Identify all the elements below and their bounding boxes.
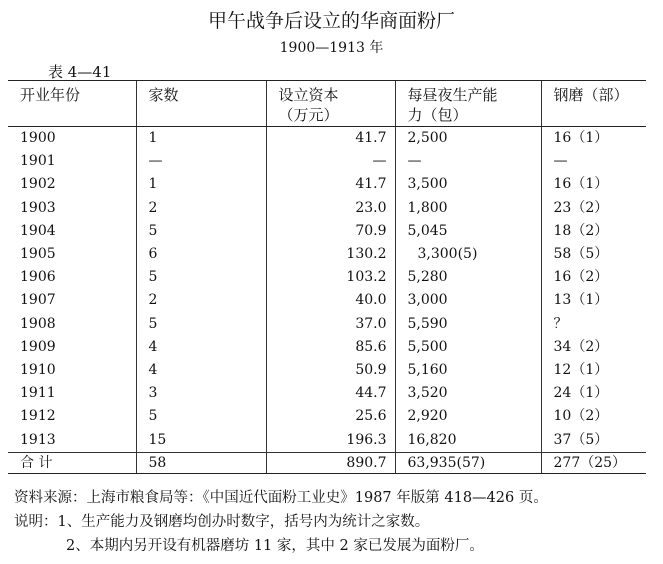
- table-row: [8, 266, 646, 289]
- cell-capacity: 5,045: [395, 220, 541, 243]
- cell-capacity: 5,280: [395, 266, 541, 289]
- table-row: [8, 382, 646, 405]
- cell-capacity: 1,800: [395, 197, 541, 220]
- table-row: [8, 243, 646, 266]
- cell-capital: 23.0: [266, 197, 395, 220]
- table-row: [8, 405, 646, 428]
- cell-count: 4: [136, 336, 266, 359]
- cell-capacity: 3,500: [395, 173, 541, 196]
- cell-count: 1: [136, 173, 266, 196]
- cell-capacity: 5,590: [395, 313, 541, 336]
- cell-count: 5: [136, 405, 266, 428]
- cell-mills: 23（2）: [541, 197, 646, 220]
- cell-count: 6: [136, 243, 266, 266]
- cell-count: 2: [136, 197, 266, 220]
- cell-mills: 12（1）: [541, 359, 646, 382]
- cell-mills: 16（1）: [541, 127, 646, 151]
- cell-capital: 37.0: [266, 313, 395, 336]
- cell-mills: 18（2）: [541, 220, 646, 243]
- cell-year: 1910: [20, 362, 56, 379]
- cell-capital: 85.6: [266, 336, 395, 359]
- cell-capital: 25.6: [266, 405, 395, 428]
- cell-capacity: 3,520: [395, 382, 541, 405]
- table-row: [8, 336, 646, 359]
- cell-capital: 40.0: [266, 289, 395, 312]
- table-row: [8, 313, 646, 336]
- cell-capital: 41.7: [266, 127, 395, 151]
- cell-mills: ？: [541, 313, 646, 336]
- cell-capacity: 63,935(57): [395, 452, 541, 473]
- cell-mills: 13（1）: [541, 289, 646, 312]
- cell-year: 合 计: [8, 452, 136, 473]
- cell-count: 4: [136, 359, 266, 382]
- cell-year: 1905: [20, 246, 56, 263]
- cell-capital: 44.7: [266, 382, 395, 405]
- cell-mills: 10（2）: [541, 405, 646, 428]
- source-note: 资料来源：上海市粮食局等：《中国近代面粉工业史》1987 年版第 418—426 页。: [14, 490, 548, 506]
- cell-mills: —: [541, 150, 646, 173]
- page-subtitle: 1900—1913 年: [279, 40, 384, 56]
- cell-mills: 37（5）: [541, 429, 646, 453]
- cell-capital: 130.2: [266, 243, 395, 266]
- cell-mills: 34（2）: [541, 336, 646, 359]
- cell-capacity: 3,300(5): [395, 243, 541, 266]
- cell-mills: 16（2）: [541, 266, 646, 289]
- cell-count: 5: [136, 313, 266, 336]
- page-title: 甲午战争后设立的华商面粉厂: [207, 10, 455, 32]
- cell-capacity: 5,160: [395, 359, 541, 382]
- cell-count: 2: [136, 289, 266, 312]
- cell-year: 1911: [20, 385, 56, 402]
- header-capacity: 每昼夜生产能 力（包）: [395, 81, 541, 127]
- cell-year: 1906: [20, 269, 56, 286]
- cell-capital: 103.2: [266, 266, 395, 289]
- cell-count: 58: [136, 452, 266, 473]
- cell-year: 1908: [20, 315, 56, 332]
- cell-capital: 41.7: [266, 173, 395, 196]
- table-row: [8, 150, 646, 173]
- cell-year: 1902: [20, 176, 56, 193]
- table-row: [8, 289, 646, 312]
- header-capital: 设立资本 （万元）: [266, 81, 395, 127]
- cell-capacity: —: [395, 150, 541, 173]
- cell-capital: 70.9: [266, 220, 395, 243]
- explanation-note-1: 说明：1、生产能力及钢磨均创办时数字，括号内为统计之家数。: [14, 514, 430, 530]
- table-row: [8, 220, 646, 243]
- table-header-row: [8, 81, 646, 127]
- cell-mills: 277（25）: [541, 452, 646, 473]
- cell-count: 5: [136, 266, 266, 289]
- cell-capacity: 16,820: [395, 429, 541, 453]
- cell-capacity: 5,500: [395, 336, 541, 359]
- cell-count: 5: [136, 220, 266, 243]
- cell-year: 1909: [20, 338, 56, 355]
- cell-capacity: 3,000: [395, 289, 541, 312]
- cell-mills: 16（1）: [541, 173, 646, 196]
- cell-capacity: 2,500: [395, 127, 541, 151]
- table-row: [8, 197, 646, 220]
- table-row: [8, 359, 646, 382]
- cell-count: 3: [136, 382, 266, 405]
- cell-year: 1900: [20, 130, 56, 146]
- cell-year: 1903: [20, 199, 56, 216]
- cell-capital: 196.3: [266, 429, 395, 453]
- cell-year: 1913: [20, 431, 56, 448]
- cell-capital: —: [266, 150, 395, 173]
- cell-count: 1: [136, 127, 266, 151]
- cell-mills: 58（5）: [541, 243, 646, 266]
- cell-year: 1904: [20, 222, 56, 239]
- cell-capacity: 2,920: [395, 405, 541, 428]
- flour-mill-table: [8, 80, 646, 474]
- table-row: [8, 173, 646, 196]
- total-row: [8, 452, 646, 473]
- cell-count: 15: [136, 429, 266, 453]
- cell-year: 1907: [20, 292, 56, 309]
- cell-year: 1912: [20, 408, 56, 425]
- cell-year: 1901: [20, 153, 56, 170]
- cell-count: —: [136, 150, 266, 173]
- header-year: 开业年份: [8, 81, 136, 127]
- table-row: [8, 429, 646, 453]
- cell-capital: 50.9: [266, 359, 395, 382]
- explanation-note-2: 2、本期内另开设有机器磨坊 11 家，其中 2 家已发展为面粉厂。: [66, 538, 484, 554]
- notes-block: [14, 486, 548, 558]
- header-mills: 钢磨（部）: [541, 81, 646, 127]
- header-count: 家数: [136, 81, 266, 127]
- table-number: 表 4—41: [48, 63, 112, 81]
- cell-capital: 890.7: [266, 452, 395, 473]
- table-row: [8, 127, 646, 151]
- cell-mills: 24（1）: [541, 382, 646, 405]
